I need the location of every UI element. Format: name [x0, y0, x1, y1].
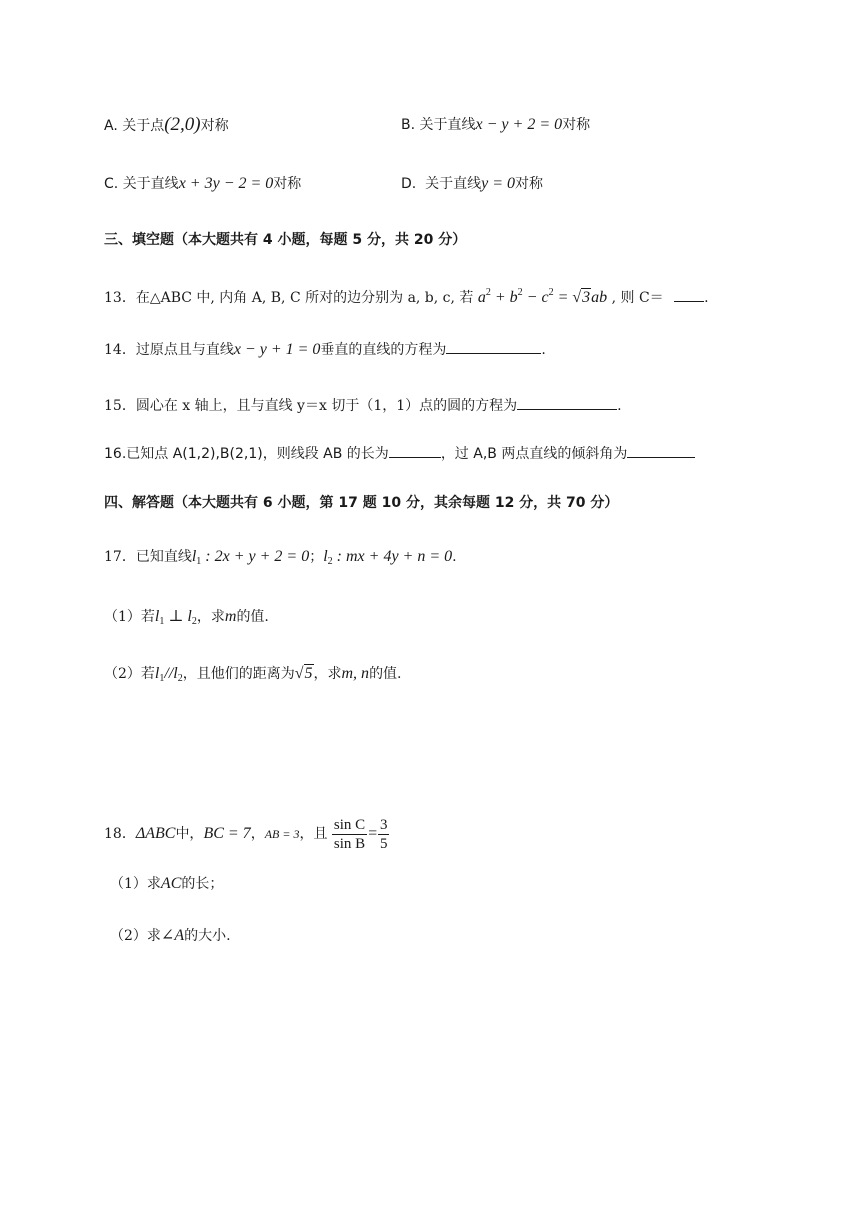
q18-part-2: （2）求∠A的大小.: [110, 927, 231, 944]
option-d-label: D.: [401, 176, 417, 192]
question-16: [104, 443, 695, 465]
option-b: [401, 114, 590, 136]
option-a-text: 关于点: [122, 118, 165, 134]
q18-ab: AB = 3: [264, 827, 300, 841]
option-b-text-end: 对称: [562, 117, 591, 133]
q14-answer-blank[interactable]: [446, 339, 541, 354]
q14-math: x − y + 1 = 0: [233, 341, 321, 358]
q15-answer-blank[interactable]: [517, 395, 617, 410]
option-c-text-end: 对称: [273, 176, 302, 192]
option-a-math: (2,0): [164, 114, 201, 135]
q18-triangle: ΔABC: [135, 825, 176, 842]
q17-line1: $l_1$ : 2x + y + 2 = 0: [191, 548, 310, 567]
q14-prefix: 14．过原点且与直线: [104, 342, 234, 358]
q17-p1-condition: $l_1$ ⊥ $l_2$: [154, 608, 197, 627]
q17-part-2: （2）若$l_1//l_2$，且他们的距离为√5，求m, n的值.: [104, 665, 402, 684]
q16-part2: ，过 A,B 两点直线的倾斜角为: [440, 446, 628, 462]
option-a-label: A.: [104, 118, 118, 134]
option-d-text-end: 对称: [515, 176, 544, 192]
q13-suffix: , 则 C＝: [607, 290, 664, 306]
q17-part-1: （1）若$l_1$ ⊥ $l_2$，求m的值.: [104, 608, 269, 627]
question-15: 15．圆心在 x 轴上，且与直线 y＝x 切于（1，1）点的圆的方程为 .: [104, 395, 622, 417]
question-18: 18．ΔABC中，BC = 7，AB = 3，且 $\frac{\text{sin C}}{\text{sin B}}$ = $\frac{3}{5}$: [104, 816, 388, 852]
option-c-math: x + 3y − 2 = 0: [178, 175, 274, 192]
q18-prefix: 18．: [104, 826, 136, 842]
q15-text: 15．圆心在 x 轴上，且与直线 y＝x 切于（1，1）点的圆的方程为: [104, 398, 518, 414]
sqrt-symbol: √3: [572, 289, 591, 306]
option-d-text: 关于直线: [425, 176, 482, 192]
q18-bc: BC = 7: [203, 825, 251, 842]
option-c-text: 关于直线: [122, 176, 179, 192]
option-d-math: y = 0: [481, 175, 516, 192]
q17-p1-prefix: （1）若: [104, 609, 155, 625]
q13-prefix: 13．在△ABC 中, 内角 A, B, C 所对的边分别为 a, b, c, 若: [104, 290, 474, 306]
q18-part-1: （1）求AC的长；: [110, 875, 224, 892]
option-d: [401, 173, 543, 195]
option-b-text: 关于直线: [419, 117, 476, 133]
option-a: [104, 114, 229, 137]
option-c: [104, 173, 301, 195]
q17-p2-condition: $l_1//l_2$: [154, 665, 183, 684]
q17-p2-prefix: （2）若: [104, 666, 155, 682]
q16-blank-2[interactable]: [627, 443, 695, 458]
q18-fraction-sin: $\frac{\text{sin C}}{\text{sin B}}$: [333, 816, 366, 852]
option-b-math: x − y + 2 = 0: [475, 116, 563, 133]
option-a-text-end: 对称: [200, 118, 229, 134]
q18-fraction-ratio: $\frac{3}{5}$: [379, 816, 388, 852]
option-c-label: C.: [104, 176, 119, 192]
q13-equation: $a^2 + b^2 - c^2 = √3ab$: [478, 289, 607, 306]
section-4-heading: 四、解答题（本大题共有 6 小题，第 17 题 10 分，其余每题 12 分，共 70 分）: [104, 495, 619, 511]
q16-blank-1[interactable]: [389, 443, 441, 458]
q17-prefix: 17．已知直线: [104, 549, 192, 565]
question-14: 14．过原点且与直线x − y + 1 = 0垂直的直线的方程为 .: [104, 341, 546, 358]
option-b-label: B.: [401, 117, 416, 133]
section-3-heading: 三、填空题（本大题共有 4 小题，每题 5 分，共 20 分）: [104, 232, 467, 248]
q13-answer-blank[interactable]: [674, 287, 704, 302]
sqrt-symbol: √5: [294, 665, 313, 682]
q16-part1: 16.已知点 A(1,2),B(2,1)，则线段 AB 的长为: [104, 446, 389, 462]
q14-suffix: 垂直的直线的方程为: [320, 342, 447, 358]
q17-line2: $l_2$ : mx + 4y + n = 0: [323, 548, 453, 567]
question-13: 13．在△ABC 中, 内角 A, B, C 所对的边分别为 a, b, c, 若 $a^2 + b^2 - c^2 = √3ab$ , 则 C＝ .: [104, 282, 709, 309]
question-17: 17．已知直线$l_1$ : 2x + y + 2 = 0；$l_2$ : mx + 4y + n = 0.: [104, 548, 457, 567]
